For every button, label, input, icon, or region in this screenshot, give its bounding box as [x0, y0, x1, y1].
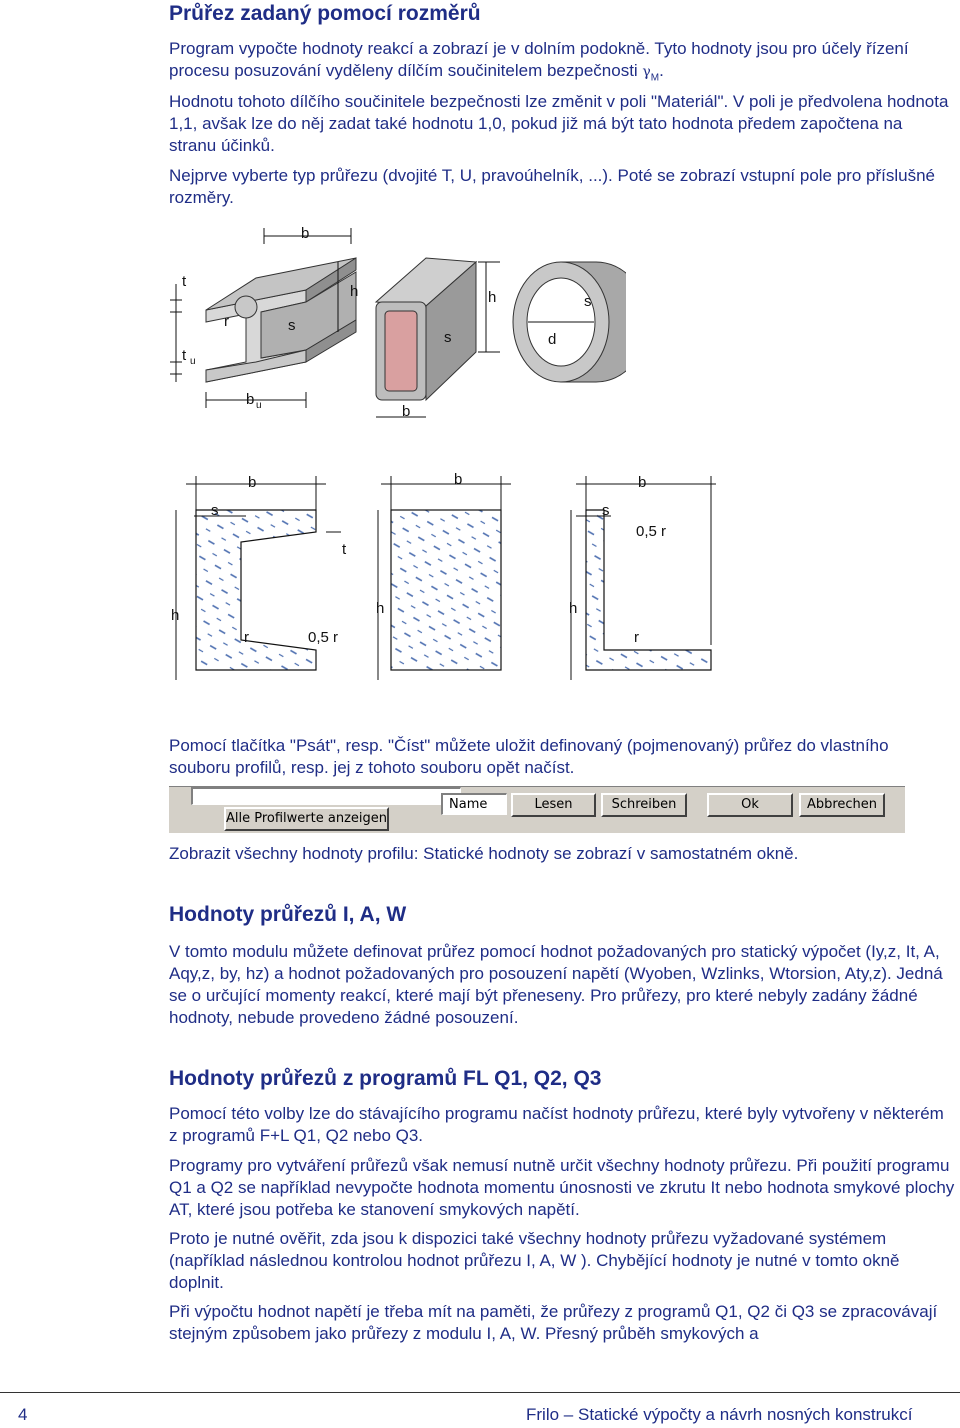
label-half-r-angle: 0,5 r [636, 523, 667, 540]
label-b-angle: b [638, 474, 647, 491]
paragraph-end: . [659, 61, 664, 80]
footer-brand-name: Frilo [526, 1405, 560, 1424]
label-b-tube: b [402, 403, 411, 420]
label-t-u: t [342, 541, 347, 558]
label-b: b [301, 225, 310, 242]
cross-section-2d-figure [166, 470, 726, 695]
label-r: r [224, 313, 229, 330]
paragraph [169, 38, 954, 89]
label-d: d [548, 331, 557, 348]
label-s-angle: s [602, 502, 610, 519]
label-s-u: s [211, 502, 219, 519]
cross-section-3d-figure [166, 222, 626, 422]
footer-dash: – [563, 1405, 574, 1424]
u-channel-shape [196, 510, 316, 670]
paragraph: Hodnotu tohoto dílčího součinitele bezpečnosti lze změnit v poli "Materiál". V poli je předvolena hodnota 1,1, avšak lze do něj zadat také hodnotu 1,0, pokud již má být tato hodnota předem započtena na stranu účinků. [169, 92, 949, 155]
ok-button[interactable]: Ok [707, 793, 793, 817]
write-button[interactable]: Schreiben [601, 793, 687, 817]
paragraph: Pomocí tlačítka "Psát", resp. "Číst" můžete uložit definovaný (pojmenovaný) průřez do vlastního souboru profilů, resp. jej z tohoto souboru opět načíst. [169, 736, 889, 777]
label-half-r-u: 0,5 r [308, 629, 339, 646]
paragraph: Proto je nutné ověřit, zda jsou k dispozici také všechny hodnoty průřezu vyžadované systémem (například následnou kontrolou hodnot průřezu I, A, W ). Chybějící hodnoty je nutné v tomto okně doplnit. [169, 1229, 900, 1292]
label-h-angle: h [569, 600, 578, 617]
label-bu-sub: u [256, 400, 262, 411]
paragraph: Nejprve vyberte typ průřezu (dvojité T, U, pravoúhelník, ...). Poté se zobrazí vstupní pole pro příslušné rozměry. [169, 166, 936, 207]
paragraph-text: Program vypočte hodnoty reakcí a zobrazí je v dolním podokně. Tyto hodnoty jsou pro účely řízení procesu posuzování vyděleny dílčím součinitelem bezpečnosti [169, 39, 909, 80]
paragraph: Pomocí této volby lze do stávajícího programu načíst hodnoty průřezu, které byly vytvořeny v některém z programů F+L Q1, Q2 nebo Q3. [169, 1104, 944, 1145]
label-s-tube: s [444, 329, 452, 346]
gamma-subscript: M [650, 72, 660, 84]
paragraph: Při výpočtu hodnot napětí je třeba mít na paměti, že průřezy z programů Q1, Q2 či Q3 se zpracovávají stejným způsobem jako průřezy z modulu I, A, W. Přesný průběh smykových a [169, 1302, 938, 1343]
label-tu-sub: u [190, 356, 196, 367]
label-h-u: h [171, 607, 180, 624]
cancel-button[interactable]: Abbrechen [799, 793, 885, 817]
paragraph: V tomto modulu můžete definovat průřez pomocí hodnot požadovaných pro statický výpočet (Iy,z, It, A, Aqy,z, by, hz) a hodnot požadovaných pro posouzení napětí (Wyoben, Wzlinks, Wtorsion, Aty,z). Jedná se o určující momenty reakcí, které mají být přeneseny. Pro průřezy, pro které nebyly zadány žádné hodnoty, nebude provedeno žádné posouzení. [169, 942, 943, 1027]
label-s: s [288, 317, 296, 334]
label-h-tube: h [488, 289, 497, 306]
rect-tube-drawing [376, 258, 476, 400]
label-bu: b [246, 391, 255, 408]
label-h-rect: h [376, 600, 385, 617]
read-button[interactable]: Lesen [511, 793, 596, 817]
section-title: Hodnoty průřezů z programů FL Q1, Q2, Q3 [169, 1067, 602, 1090]
paragraph: Zobrazit všechny hodnoty profilu: Statické hodnoty se zobrazí v samostatném okně. [169, 844, 799, 863]
label-h: h [350, 283, 359, 300]
footer-brand [526, 1405, 913, 1425]
label-b-u: b [248, 474, 257, 491]
footer-subtitle: Statické výpočty a návrh nosných konstrukcí [578, 1405, 913, 1424]
gamma-symbol: γ [642, 64, 651, 80]
page-number: 4 [18, 1405, 28, 1424]
show-all-values-button[interactable]: Alle Profilwerte anzeigen [224, 807, 389, 831]
section-title: Průřez zadaný pomocí rozměrů [169, 2, 481, 25]
section-title: Hodnoty průřezů I, A, W [169, 903, 407, 926]
paragraph: Programy pro vytváření průřezů však nemusí nutně určit všechny hodnoty průřezu. Při použití programu Q1 a Q2 se například nevypočte hodnota momentu únosnosti ve zkrutu It nebo hodnota smykové plochy AT, které jsou potřeba ke stanovení smykových napětí. [169, 1156, 955, 1219]
label-s-round: s [584, 293, 592, 310]
footer-divider [0, 1392, 960, 1393]
label-b-rect: b [454, 471, 463, 488]
label-r-angle: r [634, 629, 639, 646]
label-t: t [182, 273, 187, 290]
name-field[interactable] [441, 793, 507, 815]
rect-shape [391, 510, 501, 670]
name-label: Name [449, 797, 488, 812]
label-r-u: r [244, 629, 249, 646]
profile-list-field[interactable] [191, 787, 461, 805]
profile-toolbar [169, 786, 905, 833]
label-tu: t [182, 347, 187, 364]
